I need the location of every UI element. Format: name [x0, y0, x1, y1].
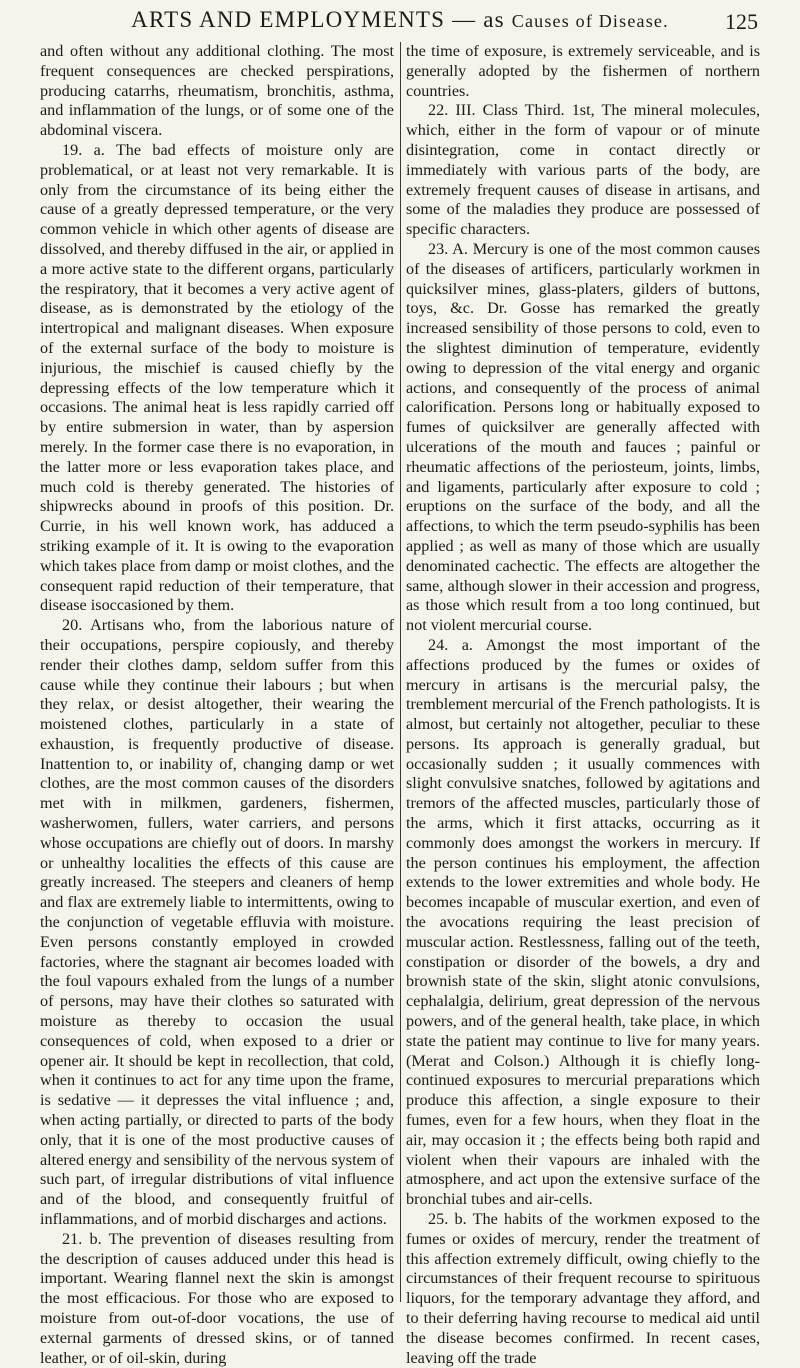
paragraph: 25. b. The habits of the workmen exposed to the fumes or oxides of mercury, render the treatment of this affection extremely difficult, owing chiefly to the circumstances of their frequent recourse to spirituous liquors, for the temporary advantage they afford, and to their deferring having recourse to medical aid until the disease becomes confirmed. In recent cases, leaving off the trade — [406, 1210, 760, 1367]
text-columns — [40, 42, 760, 1367]
paragraph: 19. a. The bad effects of moisture only are problematical, or at least not very remarkable. It is only from the circumstance of its being either the cause of a greatly depressed temperature, or the very common vehicle in which other agents of disease are dissolved, and thereby diffused in the air, or applied in a more active state to the different organs, particularly the respiratory, that it becomes a very active agent of disease, as is demonstrated by the etiology of the intertropical and malignant diseases. When exposure of the external surface of the body to moisture is injurious, the mischief is caused chiefly by the depressing effects of the low temperature which it occasions. The animal heat is less rapidly carried off by entire submersion in water, than by aspersion merely. In the former case there is no evaporation, in the latter more or less evaporation takes place, and much cold is thereby generated. The histories of shipwrecks abound in proofs of this position. Dr. Currie, in his well known work, has adduced a striking example of it. It is owing to the evaporation which takes place from damp or moist clothes, and the consequent rapid reduction of their temperature, that disease isoccasioned by them. — [40, 140, 394, 615]
running-head-subtitle: Causes of Disease. — [511, 11, 669, 31]
paragraph: 21. b. The prevention of diseases resulting from the description of causes adduced under this head is important. Wearing flannel next the skin is amongst the most efficacious. For those who are exposed to moisture from out-of-door vocations, the use of external garments of dressed skins, or of tanned leather, or of oil-skin, during — [40, 1229, 394, 1367]
paragraph: and often without any additional clothing. The most frequent consequences are checked perspirations, producing catarrhs, rheumatism, bronchitis, asthma, and inflammation of the lungs, or of some one of the abdominal viscera. — [40, 42, 394, 140]
right-column — [406, 42, 760, 1367]
running-head-dash: — as — [445, 7, 512, 32]
running-head-title: ARTS AND EMPLOYMENTS — [131, 7, 446, 32]
left-column — [40, 42, 394, 1367]
paragraph: the time of exposure, is extremely serviceable, and is generally adopted by the fishermen of northern countries. — [406, 42, 760, 100]
page-number: 125 — [725, 9, 758, 34]
paragraph: 24. a. Amongst the most important of the affections produced by the fumes or oxides of mercury in artisans is the mercurial palsy, the tremblement mercurial of the French pathologists. It is almost, but certainly not altogether, peculiar to these persons. Its approach is generally gradual, but occasionally sudden ; it usually commences with slight convulsive snatches, followed by agitations and tremors of the affected muscles, particularly those of the arms, which it first attacks, occurring as it commonly does amongst the workers in mercury. If the person continues his employment, the affection extends to the lower extremities and whole body. He becomes incapable of muscular exertion, and even of the avocations requiring the least precision of muscular action. Restlessness, falling out of the teeth, constipation or disorder of the bowels, a dry and brownish state of the skin, slight atonic convulsions, cephalalgia, delirium, great depression of the nervous powers, and of the general health, take place, in which state the patient may continue to live for many years. (Merat and Colson.) Although it is chiefly long-continued exposures to mercurial preparations which produce this affection, a single exposure to their fumes, even for a few hours, when they float in the air, may occasion it ; the effects being both rapid and violent when their vapours are inhaled with the atmosphere, and act upon the extensive surface of the bronchial tubes and air-cells. — [406, 635, 760, 1209]
paragraph: 23. A. Mercury is one of the most common causes of the diseases of artificers, particularly workmen in quicksilver mines, glass-platers, gilders of buttons, toys, &c. Dr. Gosse has remarked the greatly increased sensibility of those persons to cold, even to the slightest diminution of temperature, evidently owing to depression of the vital energy and organic actions, and consequently of the process of animal calorification. Persons long or habitually exposed to fumes of quicksilver are generally affected with ulcerations of the mouth and fauces ; painful or rheumatic affections of the periosteum, joints, limbs, and ligaments, particularly after exposure to cold ; eruptions on the surface of the body, and all the affections, to which the term pseudo-syphilis has been applied ; as well as many of those which are usually denominated cachectic. The effects are altogether the same, although slower in their accession and progress, as those which result from a too long continued, but not violent mercurial course. — [406, 239, 760, 635]
paragraph: 22. III. Class Third. 1st, The mineral molecules, which, either in the form of vapour or of minute disintegration, come in contact directly or immediately with various parts of the body, are extremely frequent causes of disease in artisans, and some of the maladies they produce are possessed of specific characters. — [406, 101, 760, 239]
running-head — [40, 6, 760, 34]
paragraph: 20. Artisans who, from the laborious nature of their occupations, perspire copiously, and thereby render their clothes damp, seldom suffer from this cause while they continue their labours ; but when they relax, or desist altogether, their wearing the moistened clothes, particularly in a state of exhaustion, is frequently productive of disease. Inattention to, or inability of, changing damp or wet clothes, are the most common causes of the disorders met with in milkmen, gardeners, fishermen, washerwomen, fullers, water carriers, and persons whose occupations are chiefly out of doors. In marshy or unhealthy localities the effects of this cause are greatly increased. The steepers and cleaners of hemp and flax are extremely liable to intermittents, owing to the conjunction of vegetable effluvia with moisture. Even persons constantly employed in crowded factories, where the stagnant air becomes loaded with the foul vapours exhaled from the lungs of a number of persons, may have their clothes so saturated with moisture as thereby to occasion the usual consequences of cold, when exposed to a drier or opener air. It should be kept in recollection, that cold, when it continues to act for any time upon the frame, is sedative — it depresses the vital influence ; and, when acting partially, or directed to parts of the body only, that it is one of the most productive causes of altered energy and sensibility of the nervous system of such part, of irregular distributions of vital influence and of the blood, and consequently fruitful of inflammations, and of morbid discharges and actions. — [40, 616, 394, 1229]
